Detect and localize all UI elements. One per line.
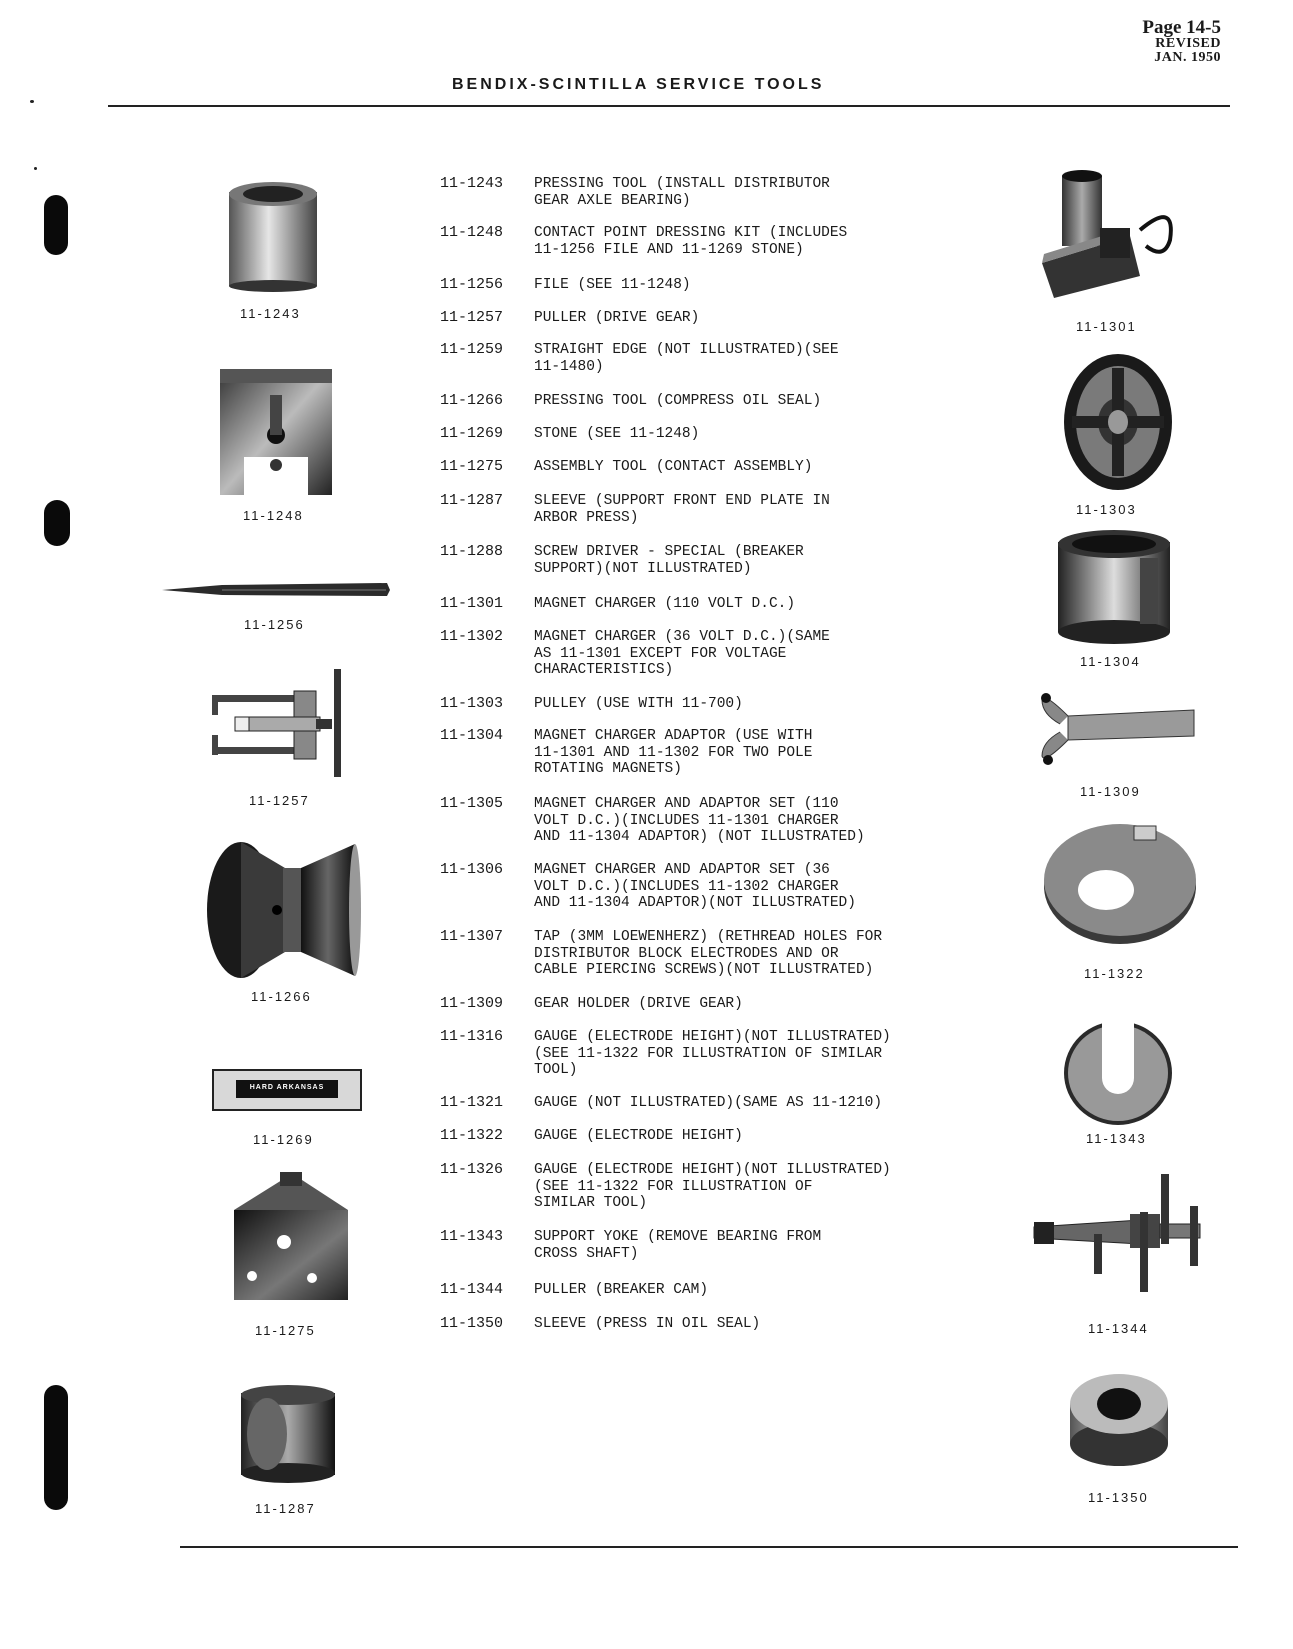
footer-rule	[180, 1546, 1238, 1548]
part-description: SCREW DRIVER - SPECIAL (BREAKER SUPPORT)(NOT ILLUSTRATED)	[534, 544, 804, 577]
part-number: 11-1243	[440, 175, 504, 192]
part-number: 11-1343	[440, 1228, 504, 1245]
file-icon	[162, 580, 392, 600]
header-rule	[108, 105, 1230, 107]
part-description: ASSEMBLY TOOL (CONTACT ASSEMBLY)	[534, 459, 813, 475]
tool-label: 11-1287	[255, 1501, 316, 1516]
tool-label: 11-1350	[1088, 1490, 1149, 1505]
part-description: MAGNET CHARGER AND ADAPTOR SET (110 VOLT D.C.)(INCLUDES 11-1301 CHARGER AND 11-1304 ADAPTOR) (NOT ILLUSTRATED)	[534, 796, 865, 845]
support-yoke-icon	[1062, 1018, 1174, 1128]
stone-icon	[212, 1068, 362, 1112]
part-number: 11-1350	[440, 1315, 504, 1332]
part-number: 11-1275	[440, 458, 504, 475]
part-number: 11-1322	[440, 1127, 504, 1144]
part-description: TAP (3MM LOEWENHERZ) (RETHREAD HOLES FOR DISTRIBUTOR BLOCK ELECTRODES AND OR CABLE PIERCING SCREWS)(NOT ILLUSTRATED)	[534, 929, 883, 978]
part-description: GAUGE (ELECTRODE HEIGHT)(NOT ILLUSTRATED) (SEE 11-1322 FOR ILLUSTRATION OF SIMILAR TOOL)	[534, 1162, 891, 1211]
page-speck	[30, 100, 34, 103]
part-description: STONE (SEE 11-1248)	[534, 426, 700, 442]
part-description: FILE (SEE 11-1248)	[534, 277, 691, 293]
tool-label: 11-1301	[1076, 319, 1137, 334]
part-number: 11-1305	[440, 795, 504, 812]
gear-holder-icon	[1038, 690, 1196, 770]
tool-label: 11-1303	[1076, 502, 1137, 517]
part-number: 11-1256	[440, 276, 504, 293]
part-description: GAUGE (ELECTRODE HEIGHT)(NOT ILLUSTRATED) (SEE 11-1322 FOR ILLUSTRATION OF SIMILAR TOOL)	[534, 1029, 891, 1078]
part-number: 11-1248	[440, 224, 504, 241]
revised-label: REVISED	[1155, 36, 1221, 51]
part-number: 11-1321	[440, 1094, 504, 1111]
dressing-kit-icon	[218, 365, 336, 500]
part-number: 11-1269	[440, 425, 504, 442]
tool-label: 11-1257	[249, 793, 310, 808]
tool-label: 11-1266	[251, 989, 312, 1004]
part-description: PULLER (DRIVE GEAR)	[534, 310, 700, 326]
part-number: 11-1316	[440, 1028, 504, 1045]
part-description: MAGNET CHARGER (36 VOLT D.C.)(SAME AS 11-1301 EXCEPT FOR VOLTAGE CHARACTERISTICS)	[534, 629, 830, 678]
part-description: PULLEY (USE WITH 11-700)	[534, 696, 743, 712]
part-number: 11-1288	[440, 543, 504, 560]
assembly-tool-icon	[232, 1170, 352, 1302]
part-number: 11-1344	[440, 1281, 504, 1298]
page-title: BENDIX-SCINTILLA SERVICE TOOLS	[452, 76, 825, 93]
tool-label: 11-1275	[255, 1323, 316, 1338]
magnet-charger-icon	[1040, 168, 1180, 308]
page-number-block	[1142, 18, 1221, 65]
part-description: PRESSING TOOL (COMPRESS OIL SEAL)	[534, 393, 822, 409]
binder-hole	[44, 1385, 68, 1510]
part-number: 11-1306	[440, 861, 504, 878]
part-description: SLEEVE (SUPPORT FRONT END PLATE IN ARBOR PRESS)	[534, 493, 830, 526]
part-description: GAUGE (NOT ILLUSTRATED)(SAME AS 11-1210)	[534, 1095, 883, 1111]
part-number: 11-1302	[440, 628, 504, 645]
charger-adaptor-icon	[1050, 528, 1180, 646]
tool-label: 11-1344	[1088, 1321, 1149, 1336]
part-description: MAGNET CHARGER ADAPTOR (USE WITH 11-1301 AND 11-1302 FOR TWO POLE ROTATING MAGNETS)	[534, 728, 813, 777]
part-number: 11-1326	[440, 1161, 504, 1178]
binder-hole	[44, 195, 68, 255]
part-number: 11-1266	[440, 392, 504, 409]
binder-hole	[44, 500, 70, 546]
pulley-icon	[1062, 352, 1174, 492]
part-description: PRESSING TOOL (INSTALL DISTRIBUTOR GEAR AXLE BEARING)	[534, 176, 830, 209]
cam-puller-icon	[1030, 1172, 1210, 1294]
part-description: PULLER (BREAKER CAM)	[534, 1282, 709, 1298]
part-description: CONTACT POINT DRESSING KIT (INCLUDES 11-1256 FILE AND 11-1269 STONE)	[534, 225, 848, 258]
stone-text: HARD ARKANSAS	[249, 1084, 325, 1091]
part-number: 11-1259	[440, 341, 504, 358]
page-speck	[34, 167, 37, 170]
part-number: 11-1309	[440, 995, 504, 1012]
part-description: STRAIGHT EDGE (NOT ILLUSTRATED)(SEE 11-1480)	[534, 342, 839, 375]
page-number: Page 14-5	[1142, 17, 1221, 38]
part-number: 11-1257	[440, 309, 504, 326]
part-number: 11-1307	[440, 928, 504, 945]
tool-label: 11-1269	[253, 1132, 314, 1147]
pressing-tool-icon	[205, 838, 361, 982]
part-number: 11-1304	[440, 727, 504, 744]
tool-label: 11-1309	[1080, 784, 1141, 799]
part-number: 11-1287	[440, 492, 504, 509]
part-number: 11-1301	[440, 595, 504, 612]
tool-label: 11-1256	[244, 617, 305, 632]
part-description: SLEEVE (PRESS IN OIL SEAL)	[534, 1316, 761, 1332]
bushing-icon	[225, 180, 321, 292]
part-description: SUPPORT YOKE (REMOVE BEARING FROM CROSS SHAFT)	[534, 1229, 822, 1262]
part-description: MAGNET CHARGER AND ADAPTOR SET (36 VOLT D.C.)(INCLUDES 11-1302 CHARGER AND 11-1304 ADAPTOR)(NOT ILLUSTRATED)	[534, 862, 856, 911]
seal-sleeve-icon	[1064, 1370, 1174, 1470]
revised-date: JAN. 1950	[1154, 50, 1221, 65]
part-number: 11-1303	[440, 695, 504, 712]
tool-label: 11-1248	[243, 508, 304, 523]
tool-label: 11-1243	[240, 306, 301, 321]
tool-label: 11-1343	[1086, 1131, 1147, 1146]
part-description: GAUGE (ELECTRODE HEIGHT)	[534, 1128, 743, 1144]
tool-label: 11-1304	[1080, 654, 1141, 669]
part-description: MAGNET CHARGER (110 VOLT D.C.)	[534, 596, 796, 612]
gear-puller-icon	[210, 665, 350, 780]
gauge-disc-icon	[1042, 820, 1198, 946]
tool-label: 11-1322	[1084, 966, 1145, 981]
part-description: GEAR HOLDER (DRIVE GEAR)	[534, 996, 743, 1012]
sleeve-icon	[237, 1383, 339, 1485]
